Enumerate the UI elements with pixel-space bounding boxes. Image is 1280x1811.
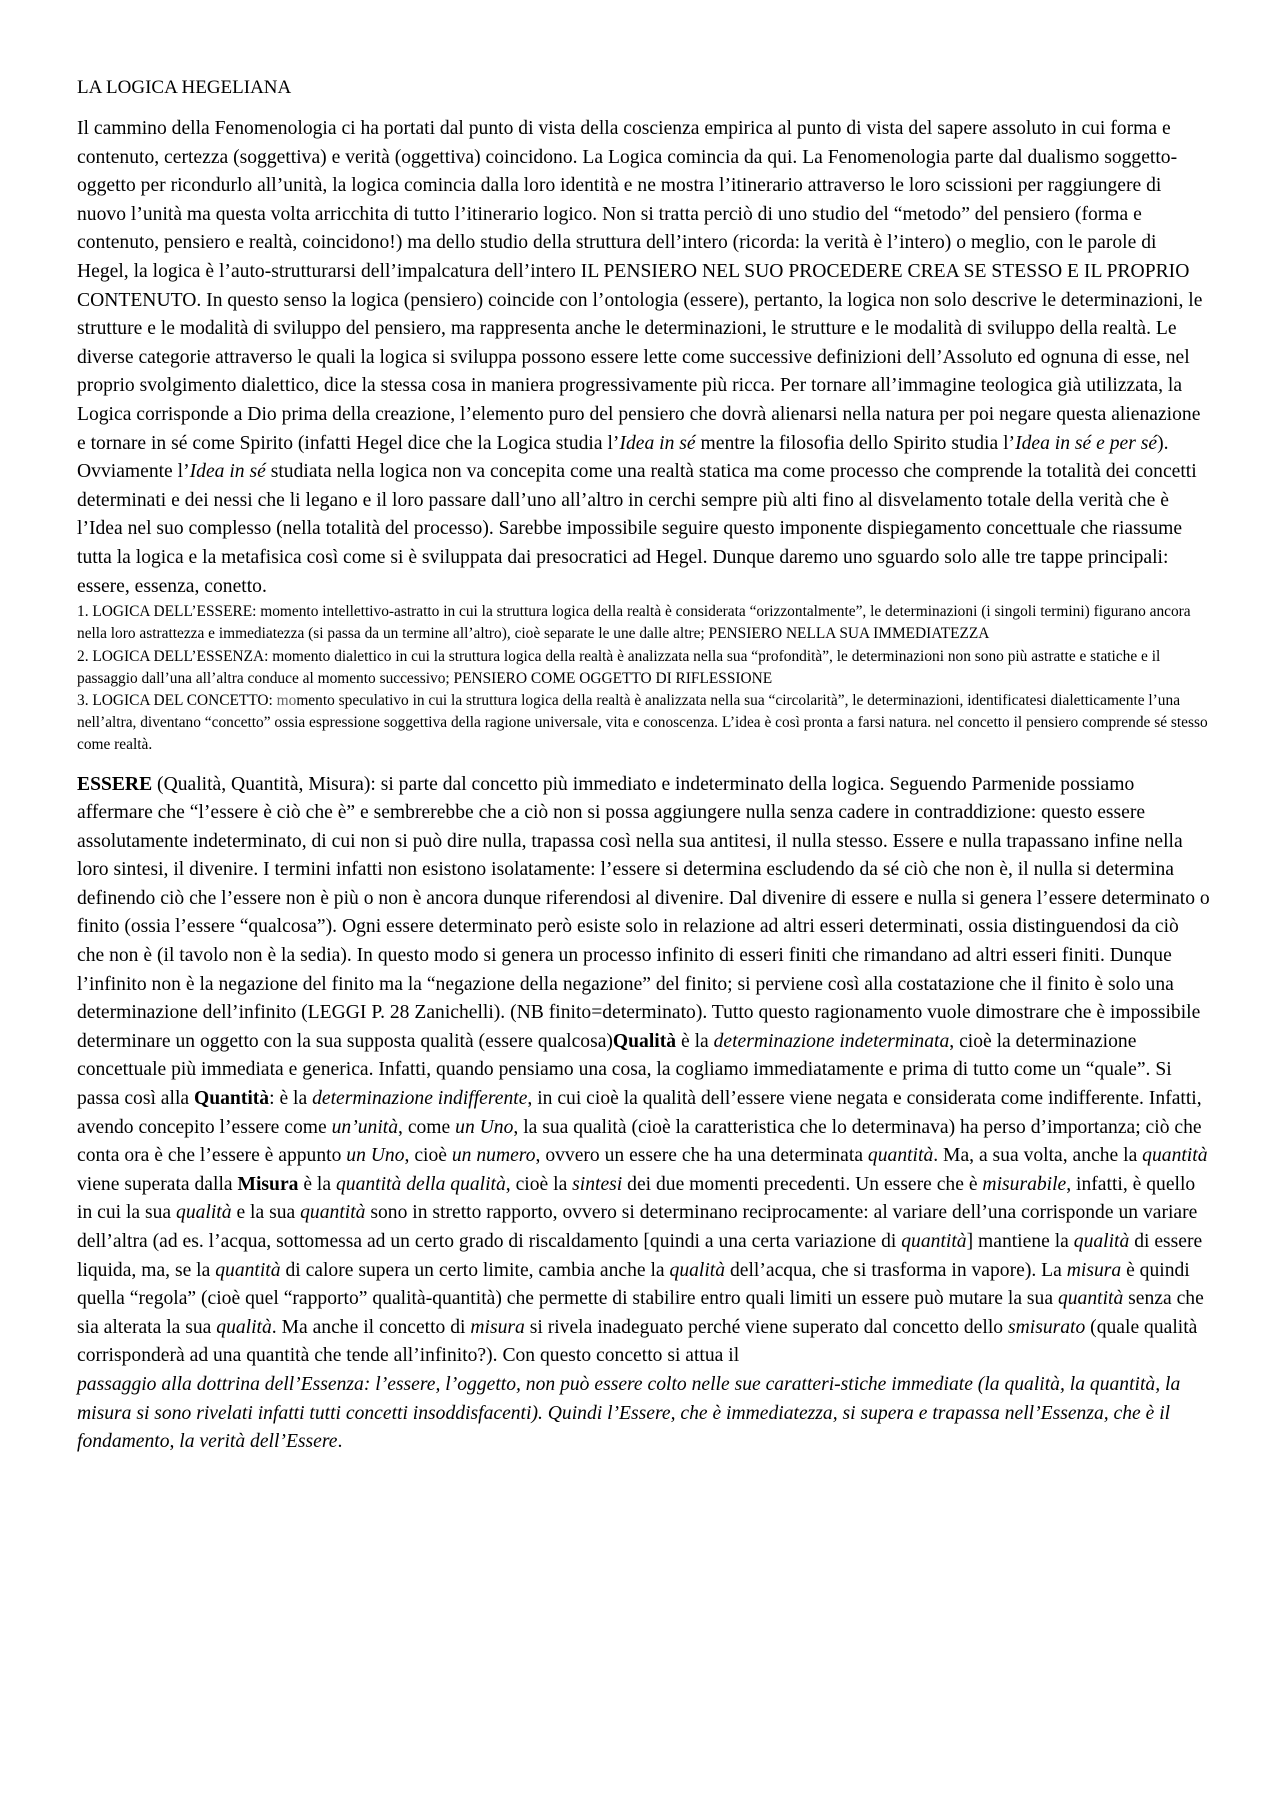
list-item-text: 3. LOGICA DEL CONCETTO: [77, 691, 277, 709]
intro-text: Il cammino della Fenomenologia ci ha portati dal punto di vista della coscienza empirica al punto di vista del sapere assoluto in cui forma e contenuto, certezza (soggettiva) e verità (oggettiva) coincidono. La Logica comincia da qui. La Fenomenologia parte dal dualismo soggetto-oggetto per ricondurlo all’unità, la logica comincia dalla loro identità e ne mostra l’itinerario attraverso le loro scissioni per raggiungere di nuovo l’unità ma questa volta arricchita di tutto l’itinerario logico. Non si tratta perciò di uno studio del “metodo” del pensiero (forma e contenuto, pensiero e realtà, coincidono!) ma dello studio della struttura dell’intero (ricorda: la verità è l’intero) o meglio, con le parole di Hegel, la logica è l’auto-strutturarsi dell’impalcatura dell’intero IL PENSIERO NEL SUO PROCEDERE CREA SE STESSO E IL PROPRIO CONTENUTO. In questo senso la logica (pensiero) coincide con l’ontologia (essere), pertanto, la logica non solo descrive le determinazioni, le strutture e le modalità di sviluppo del pensiero, ma rappresenta anche le determinazioni, le strutture e le modalità di sviluppo della realtà. Le diverse categorie attraverso le quali la logica si sviluppa possono essere lette come successive definizioni dell’Assoluto ed ognuna di esse, nel proprio svolgimento dialettico, dice la stessa cosa in maniera progressivamente più ricca. Per tornare all’immagine teologica già utilizzata, la Logica corrisponde a Dio prima della creazione, l’elemento puro del pensiero che dovrà alienarsi nella natura per poi negare questa alienazione e tornare in sé come Spirito (infatti Hegel dice che la Logica studia l’ [77, 118, 1203, 454]
essere-text: , infatti, è quello in cui la sua [77, 1173, 1196, 1224]
essere-text: , in cui cioè la qualità dell’essere viene negata e considerata come indifferente. Infatti, avendo concepito l’essere come [77, 1088, 1202, 1138]
intro-text: mentre la filosofia dello Spirito studia l’ [695, 432, 1016, 454]
section-heading: ESSERE [77, 773, 153, 795]
essere-italic: quantità [1142, 1145, 1208, 1167]
essere-italic: qualità [216, 1316, 272, 1338]
intro-paragraph [77, 115, 1210, 601]
term-quantita: Quantità [193, 1088, 270, 1110]
intro-italic: Idea in sé e per sé [1015, 432, 1158, 454]
essere-italic: quantità [1057, 1288, 1124, 1310]
document-title: LA LOGICA HEGELIANA [77, 77, 292, 98]
essere-italic: determinazione indifferente [312, 1088, 528, 1110]
essere-italic: smisurato [1007, 1316, 1086, 1338]
essere-text: è la [676, 1030, 714, 1052]
essere-text: di essere liquida, ma, se la [77, 1231, 1203, 1281]
essere-italic: misurabile [982, 1173, 1067, 1195]
essenza-transition-italic: passaggio alla dottrina dell’Essenza: l’essere, l’oggetto, non può essere colto nelle sue caratteri-stiche immediate (la qualità, la quantità, la misura si sono rivelati infatti tutti concetti insoddisfacenti). Quindi l’Essere, che è immediatezza, si supera e trapassa nell’Essenza, che è il fondamento, la verità dell’Essere [77, 1373, 1181, 1453]
essere-text: è la [298, 1173, 336, 1195]
list-item-concetto [77, 690, 1210, 757]
essere-italic: quantità [867, 1145, 934, 1167]
essere-italic: quantità [300, 1202, 366, 1224]
essere-text: , cioè la determinazione concettuale più immediata e generica. Infatti, quando pensiamo una cosa, la cogliamo immediatamente e prima di tutto come un “quale”. Si passa così alla [77, 1030, 1172, 1110]
term-misura: Misura [237, 1173, 299, 1195]
intro-text: studiata nella logica non va concepita come una realtà statica ma come processo che comprende la totalità dei concetti determinati e dei nessi che li legano e il loro passare dall’uno all’altro in cerchi sempre più alti fino al disvelamento totale della verità che è l’Idea nel suo complesso (nella totalità del processo). Sarebbe impossibile seguire questo imponente dispiegamento concettuale che riassume tutta la logica e la metafisica così come si è sviluppata dai presocratici ad Hegel. Dunque daremo uno sguardo solo alle tre tappe principali: essere, essenza, conetto. [77, 461, 1197, 597]
intro-italic: Idea in sé [619, 432, 696, 454]
essere-italic: misura [470, 1316, 525, 1338]
essere-text: si rivela inadeguato perché viene superato dal concetto dello [524, 1316, 1008, 1338]
essere-italic: un Uno [346, 1145, 405, 1167]
essere-italic: qualità [1073, 1231, 1130, 1253]
intro-italic: Idea in sé [189, 461, 266, 483]
list-item-essenza: 2. LOGICA DELL’ESSENZA: momento dialettico in cui la struttura logica della realtà è analizzata nella sua “profondità”, le determinazioni non sono più astratte e statiche e il passaggio dall’una all’altra conduce al momento successivo; PENSIERO COME OGGETTO DI RIFLESSIONE [77, 647, 1161, 687]
term-qualita: Qualità [612, 1030, 677, 1052]
essere-text: viene superata dalla [77, 1173, 238, 1195]
intro-text: ). Ovviamente l’ [77, 432, 1169, 483]
essere-text: , come [398, 1116, 456, 1138]
essere-text: dell’acqua, che si trasforma in vapore). La [725, 1259, 1067, 1281]
essere-text: e la sua [231, 1202, 301, 1224]
list-item-grey-text: mo [276, 691, 297, 709]
essere-italic: un’unità [331, 1116, 399, 1138]
essere-paragraph [77, 771, 1210, 1457]
essere-italic: quantità [901, 1231, 967, 1253]
essere-text: . Ma, a sua volta, anche la [933, 1145, 1143, 1167]
essere-italic: misura [1066, 1259, 1122, 1281]
essere-text: di calore supera un certo limite, cambia anche la [280, 1259, 670, 1281]
essere-text: ] mantiene la [966, 1231, 1074, 1253]
essere-italic: sintesi [572, 1173, 623, 1195]
essere-text: dei due momenti precedenti. Un essere che è [622, 1173, 983, 1195]
essere-italic: un numero [451, 1145, 536, 1167]
essere-text: (Qualità, Quantità, Misura): si parte dal concetto più immediato e indeterminato della logica. Seguendo Parmenide possiamo affermare che “l’essere è ciò che è” e sembrerebbe che a ciò non si possa aggiungere nulla senza cadere in contraddizione: questo essere assolutamente indeterminato, di cui non si può dire nulla, trapassa così nella sua antitesi, il nulla stesso. Essere e nulla trapassano infine nella loro sintesi, il divenire. I termini infatti non esistono isolatamente: l’essere si determina escludendo da sé ciò che non è, il nulla si determina definendo ciò che l’essere non è più o non è ancora dunque riferendosi al divenire. Dal divenire di essere e nulla si genera l’essere determinato o finito (ossia l’essere “qualcosa”). Ogni essere determinato però esiste solo in relazione ad altri esseri determinati, ossia distinguendosi da ciò che non è (il tavolo non è la sedia). In questo modo si genera un processo infinito di esseri finiti che rimandano ad altri esseri finiti. Dunque l’infinito non è la negazione del finito ma la “negazione della negazione” del finito; si perviene così alla costatazione che il finito è solo una determinazione dell’infinito (LEGGI P. 28 Zanichelli). (NB finito=determinato). Tutto questo ragionamento vuole dimostrare che è impossibile determinare un oggetto con la sua supposta qualità (essere qualcosa) [77, 773, 1210, 1052]
essere-italic: qualità [669, 1259, 726, 1281]
essere-italic: qualità [176, 1202, 232, 1224]
essere-text: , cioè [404, 1145, 452, 1167]
essere-text: . Ma anche il concetto di [271, 1316, 471, 1338]
essere-text: sono in stretto rapporto, ovvero si determinano reciprocamente: al variare dell’una corrisponde un variare dell’altra (ad es. l’acqua, sottomessa ad un certo grado di riscaldamento [quindi a una certa variazione di [77, 1202, 1198, 1253]
essere-text: (quale qualità corrisponderà ad una quantità che tende all’infinito?). Con questo concetto si attua il [77, 1316, 1198, 1367]
essere-text: è quindi quella “regola” (cioè quel “rapporto” qualità-quantità) che permette di stabilire entro quali limiti un essere può mutare la sua [77, 1259, 1190, 1310]
essere-text: , la sua qualità (cioè la caratteristica che lo determinava) ha perso d’importanza; ciò che conta ora è che l’essere è appunto [77, 1116, 1202, 1167]
essere-italic: quantità [215, 1259, 281, 1281]
essere-italic: quantità della qualità [335, 1173, 506, 1195]
logic-stages-list [77, 601, 1210, 756]
essere-italic: determinazione indeterminata [713, 1030, 950, 1052]
essere-text: senza che sia alterata la sua [77, 1288, 1204, 1338]
essere-text: . [337, 1431, 343, 1453]
essere-text: : è la [269, 1088, 313, 1110]
list-item-essere: 1. LOGICA DELL’ESSERE: momento intellettivo-astratto in cui la struttura logica della realtà è considerata “orizzontalmente”, le determinazioni (i singoli termini) figurano ancora nella loro astrattezza e immediatezza (si passa da un termine all’altro), cioè separate le une dalle altre; PENSIERO NELLA SUA IMMEDIATEZZA [77, 603, 1191, 643]
essere-text: , ovvero un essere che ha una determinata [535, 1145, 868, 1167]
essere-italic: un Uno [455, 1116, 514, 1138]
essere-text: , cioè la [505, 1173, 573, 1195]
list-item-text: mento speculativo in cui la struttura logica della realtà è analizzata nella sua “circolarità”, le determinazioni, identificatesi dialetticamente l’una nell’altra, diventano “concetto” ossia espressione soggettiva della ragione universale, vita e conoscenza. L’idea è così pronta a farsi natura. nel concetto il pensiero comprende sé stesso come realtà. [77, 691, 1208, 754]
